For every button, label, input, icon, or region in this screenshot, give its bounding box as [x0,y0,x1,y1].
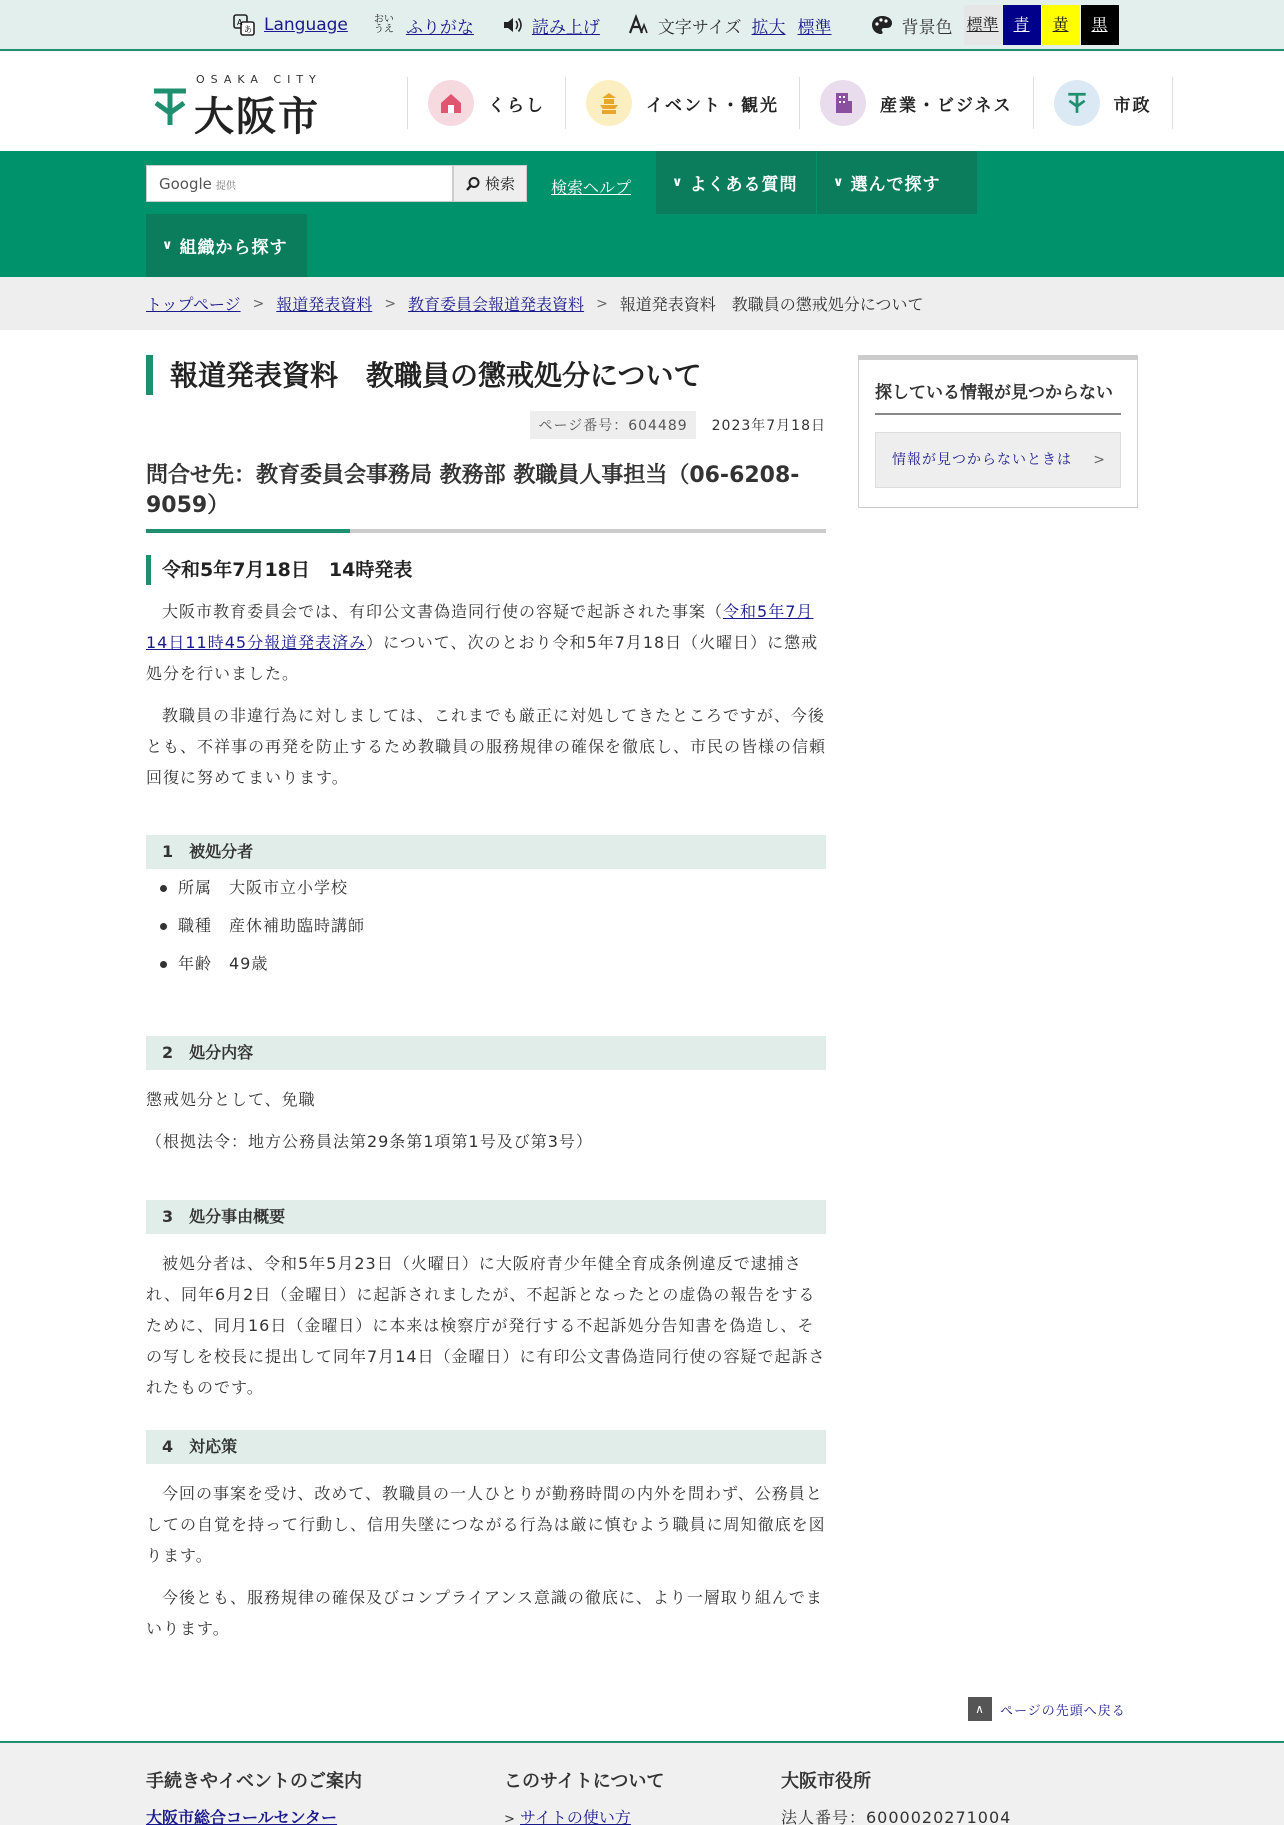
bg-black-button[interactable]: 黒 [1081,5,1119,45]
page-meta [530,411,826,439]
search-icon [465,176,481,192]
bg-color-item [870,5,1119,45]
measures-paragraph-2: 今後とも、服務規律の確保及びコンプライアンス意識の徹底に、より一層取り組んでまいります。 [146,1588,823,1638]
breadcrumb-link-press[interactable]: 報道発表資料 [276,295,373,314]
city-emblem-icon [1054,80,1100,126]
nav-label: イベント・観光 [646,95,779,116]
chevron-right-icon: > [504,1812,515,1825]
chevron-right-icon: > [596,295,608,312]
corporate-number: 法人番号：6000020271004 [781,1808,1012,1825]
furigana-link[interactable]: ふりがな [405,17,474,38]
utility-bar [0,0,1284,51]
nav-item-event[interactable] [565,77,799,129]
contact-underline [146,529,826,533]
breadcrumb-current: 報道発表資料 教職員の懲戒処分について [619,295,924,314]
speaker-icon [500,13,524,37]
search-brand: Google 提供 [159,175,236,193]
footer-col-site [504,1767,664,1825]
press-release-link[interactable]: 令和5年7月14日11時45分報道発表済み [146,602,814,652]
font-size-label: 文字サイズ [657,17,742,38]
chevron-down-icon: ∨ [672,175,684,190]
list-item: 年齢 49歳 [160,945,820,983]
global-nav [407,77,1173,129]
site-footer [0,1741,1284,1825]
page-title: 報道発表資料 教職員の懲戒処分について [146,355,826,397]
policy-paragraph: 教職員の非違行為に対しましては、これまでも厳正に対処してきたところですが、今後とも、不祥事の再発を防止するため教職員の服務規律の確保を徹底し、市民の皆様の信頼回復に努めてまいります。 [146,706,827,787]
site-usage-link[interactable]: サイトの使い方 [520,1808,631,1825]
list-item: 職種 産休補助臨時講師 [160,907,820,945]
not-found-help-button[interactable]: 情報が見つからないときは > [875,432,1121,488]
footer-col-cityhall [781,1767,1011,1825]
chevron-down-icon: ∨ [833,175,845,190]
main-content [146,355,827,1638]
section-heading: 1 被処分者 [146,835,826,869]
nav-item-business[interactable] [799,77,1033,129]
org-search-button[interactable]: ∨ 組織から探す [146,214,307,277]
palette-icon [870,13,894,37]
search-help-link[interactable]: 検索ヘルプ [551,178,632,197]
section-heading: 3 処分事由概要 [146,1200,826,1234]
nav-item-shisei[interactable] [1033,77,1173,129]
footer-heading: 手続きやイベントのご案内 [146,1771,362,1792]
breadcrumb-items [146,292,923,315]
choose-button[interactable]: ∨ 選んで探す [817,151,977,214]
page-date: 2023年7月18日 [711,418,826,434]
chevron-down-icon: ∨ [162,238,174,253]
chevron-right-icon: > [252,295,265,312]
nav-label: くらし [488,95,545,116]
site-header [0,51,1284,151]
chevron-up-icon: ∧ [968,1697,992,1721]
sidebar-help-box [858,355,1138,508]
search-button-label: 検索 [484,175,515,193]
furigana-icon: おいうえ [373,14,394,35]
search-button[interactable] [453,165,527,202]
bg-color-label: 背景色 [901,17,953,38]
section-heading: 2 処分内容 [146,1036,826,1070]
reason-paragraph: 被処分者は、令和5年5月23日（火曜日）に大阪府青少年健全育成条例違反で逮捕され、同年6月2日（金曜日）に起訴されましたが、不起訴となったとの虚偽の報告をするために、同月16日（金曜日）に本来は検察庁が発行する不起訴処分告知書を偽造し、その写しを校長に提出して同年7月14日（金曜日）に有印公文書偽造同行使の容疑で起訴されたものです。 [146,1254,826,1397]
nav-label: 市政 [1113,95,1152,116]
section-heading: 4 対応策 [146,1430,826,1464]
logo-name: 大阪市 [194,93,320,140]
language-link[interactable]: Language [264,15,348,35]
measures-paragraph-1: 今回の事案を受け、改めて、教職員の一人ひとりが勤務時間の内外を問わず、公務員としての自覚を持って行動し、信用失墜につながる行為は厳に慎むよう職員に周知徹底を図ります。 [146,1484,826,1565]
search-input[interactable] [146,165,453,202]
font-standard-link[interactable]: 標準 [797,17,832,38]
breadcrumb-link-top[interactable]: トップページ [146,295,241,314]
footer-heading: このサイトについて [504,1771,665,1792]
font-size-icon [626,13,650,37]
breadcrumb [0,277,1284,330]
site-logo[interactable] [150,73,330,140]
language-icon [232,13,256,37]
search-bar-area [0,151,1284,277]
bg-yellow-button[interactable]: 黄 [1042,5,1080,45]
read-aloud-link[interactable]: 読み上げ [531,17,600,38]
castle-icon [586,80,632,126]
building-icon [820,80,866,126]
footer-heading: 大阪市役所 [781,1771,871,1792]
furigana-item[interactable] [374,13,474,38]
footer-col-guide [146,1767,362,1825]
subject-list [160,869,820,983]
font-size-item [626,13,844,38]
nav-item-kurashi[interactable] [407,77,565,129]
sidebar-title: 探している情報が見つからない [875,378,1121,415]
chevron-right-icon: > [1093,452,1106,468]
language-item[interactable] [232,13,348,37]
chevron-right-icon: > [384,295,397,312]
faq-button[interactable]: ∨ よくある質問 [656,151,816,214]
page-number: ページ番号：604489 [530,411,695,439]
svg-text:A: A [237,18,243,27]
bg-standard-button[interactable]: 標準 [964,5,1002,45]
disposition-text: 懲戒処分として、免職 [146,1090,316,1109]
house-icon [428,80,474,126]
utility-items [232,6,1119,44]
city-emblem-icon [150,85,190,129]
nav-label: 産業・ビジネス [880,95,1013,116]
legal-basis-text: （根拠法令：地方公務員法第29条第1項第1号及び第3号） [146,1132,593,1151]
logo-subtitle: OSAKA CITY [196,73,322,86]
announce-heading: 令和5年7月18日 14時発表 [146,555,826,585]
call-center-link[interactable]: 大阪市総合コールセンター [146,1808,338,1825]
contact-heading: 問合せ先：教育委員会事務局 教務部 教職員人事担当（06-6208-9059） [146,463,800,518]
font-enlarge-link[interactable]: 拡大 [751,17,786,38]
intro-paragraph: 大阪市教育委員会では、有印公文書偽造同行使の容疑で起訴された事案（令和5年7月14日11時45分報道発表済み）について、次のとおり令和5年7月18日（火曜日）に懲戒処分を行いました。 [146,602,819,683]
svg-text:あ: あ [244,25,252,34]
back-to-top-link[interactable]: ∧ ページの先頭へ戻る [968,1697,1126,1721]
breadcrumb-link-edu[interactable]: 教育委員会報道発表資料 [408,295,585,314]
bg-blue-button[interactable]: 青 [1003,5,1041,45]
list-item: 所属 大阪市立小学校 [160,869,820,907]
read-aloud-item[interactable] [500,13,600,38]
